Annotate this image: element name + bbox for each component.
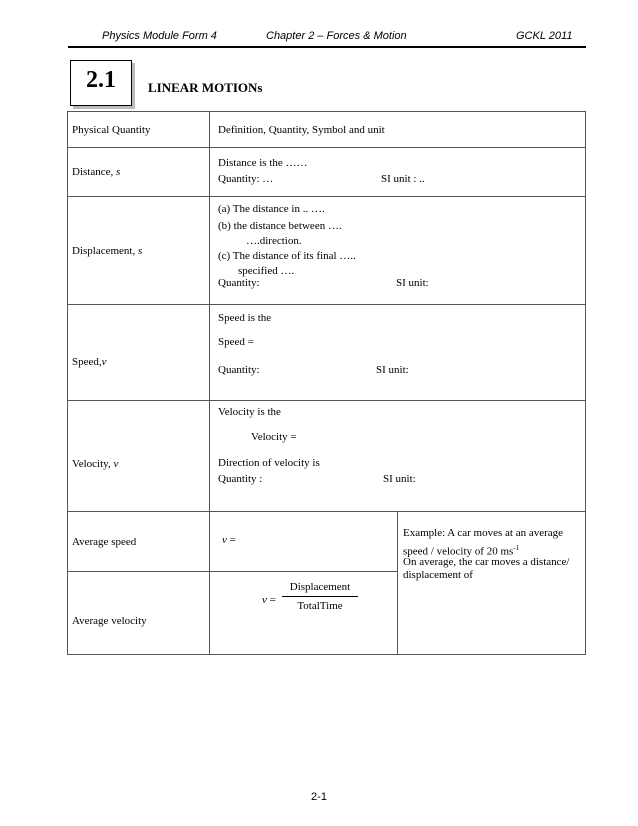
speed-quantity: Quantity: bbox=[218, 364, 260, 376]
table-row-displacement bbox=[68, 197, 586, 305]
velocity-quantity: Quantity : bbox=[218, 473, 263, 485]
header-rule bbox=[68, 46, 586, 48]
section-title: LINEAR MOTIONs bbox=[148, 80, 263, 95]
average-velocity-equals: = bbox=[266, 594, 276, 606]
average-speed-label: Average speed bbox=[72, 535, 137, 548]
average-speed-formula bbox=[222, 534, 236, 547]
velocity-direction: Direction of velocity is bbox=[218, 457, 320, 469]
average-speed-formula-cell bbox=[210, 512, 398, 572]
velocity-definition: Velocity is the bbox=[218, 406, 281, 418]
displacement-si-unit: SI unit: bbox=[396, 277, 429, 289]
displacement-point-b: (b) the distance between …. bbox=[218, 220, 342, 232]
displacement-point-c-cont: specified …. bbox=[238, 265, 295, 277]
average-velocity-lhs bbox=[262, 594, 276, 607]
header-quantity-label: Physical Quantity bbox=[72, 123, 151, 136]
header-school-code: GCKL 2011 bbox=[516, 30, 573, 42]
average-velocity-symbol: v bbox=[262, 594, 267, 606]
displacement-label-cell bbox=[68, 197, 210, 305]
velocity-formula: Velocity = bbox=[251, 431, 297, 443]
speed-label-cell bbox=[68, 305, 210, 401]
velocity-symbol: v bbox=[113, 458, 119, 470]
speed-symbol: v bbox=[101, 356, 107, 368]
example-line-1: Example: A car moves at an average bbox=[403, 527, 564, 539]
average-velocity-label: Average velocity bbox=[72, 614, 147, 627]
velocity-si-unit: SI unit: bbox=[383, 473, 416, 485]
table-row-velocity bbox=[68, 401, 586, 512]
distance-label-cell bbox=[68, 148, 210, 197]
speed-si-unit: SI unit: bbox=[376, 364, 409, 376]
average-velocity-fraction bbox=[282, 581, 358, 612]
average-speed-label-cell bbox=[68, 512, 210, 572]
header-definition-label: Definition, Quantity, Symbol and unit bbox=[218, 123, 385, 136]
displacement-point-b-cont: ….direction. bbox=[246, 235, 302, 247]
fraction-denominator: TotalTime bbox=[297, 600, 343, 612]
average-velocity-formula-cell bbox=[210, 572, 398, 655]
header-cell-quantity bbox=[68, 112, 210, 148]
distance-definition-cell bbox=[210, 148, 586, 197]
table-row-average-speed bbox=[68, 512, 586, 572]
displacement-definition-cell bbox=[210, 197, 586, 305]
speed-label: Speed, bbox=[72, 356, 102, 368]
distance-quantity: Quantity: … bbox=[218, 173, 274, 185]
displacement-label: Displacement, bbox=[72, 244, 138, 257]
header-module-title: Physics Module Form 4 bbox=[102, 30, 217, 42]
section-number: 2.1 bbox=[86, 67, 116, 93]
page-number: 2-1 bbox=[311, 791, 327, 803]
table-row-distance bbox=[68, 148, 586, 197]
example-cell bbox=[398, 512, 586, 655]
displacement-point-a: (a) The distance in .. …. bbox=[218, 203, 325, 215]
example-line-4: displacement of bbox=[403, 569, 473, 581]
average-speed-symbol: v bbox=[222, 534, 227, 546]
example-unit-exponent: -1 bbox=[513, 544, 520, 552]
header-cell-definition bbox=[210, 112, 586, 148]
displacement-symbol: s bbox=[137, 244, 143, 257]
speed-definition-cell bbox=[210, 305, 586, 401]
distance-definition: Distance is the …… bbox=[218, 157, 308, 169]
header-chapter-title: Chapter 2 – Forces & Motion bbox=[266, 30, 407, 42]
velocity-label-cell bbox=[68, 401, 210, 512]
speed-formula: Speed = bbox=[218, 336, 254, 348]
average-speed-equals: = bbox=[226, 534, 236, 546]
example-line-3: On average, the car moves a distance/ bbox=[403, 556, 570, 568]
velocity-label: Velocity, bbox=[72, 458, 114, 470]
average-velocity-label-cell bbox=[68, 572, 210, 655]
speed-definition: Speed is the bbox=[218, 312, 272, 324]
distance-si-unit: SI unit : .. bbox=[381, 173, 425, 185]
table-row-speed bbox=[68, 305, 586, 401]
example-speed-value: speed / velocity of 20 ms bbox=[403, 545, 514, 558]
displacement-point-c: (c) The distance of its final ….. bbox=[218, 250, 356, 262]
displacement-quantity: Quantity: bbox=[218, 277, 260, 289]
distance-symbol: s bbox=[115, 166, 121, 178]
fraction-numerator: Displacement bbox=[289, 581, 351, 593]
table-header-row bbox=[68, 112, 586, 148]
velocity-definition-cell bbox=[210, 401, 586, 512]
linear-motion-table bbox=[67, 111, 586, 655]
section-number-box bbox=[70, 60, 132, 106]
distance-label: Distance, bbox=[72, 166, 116, 178]
